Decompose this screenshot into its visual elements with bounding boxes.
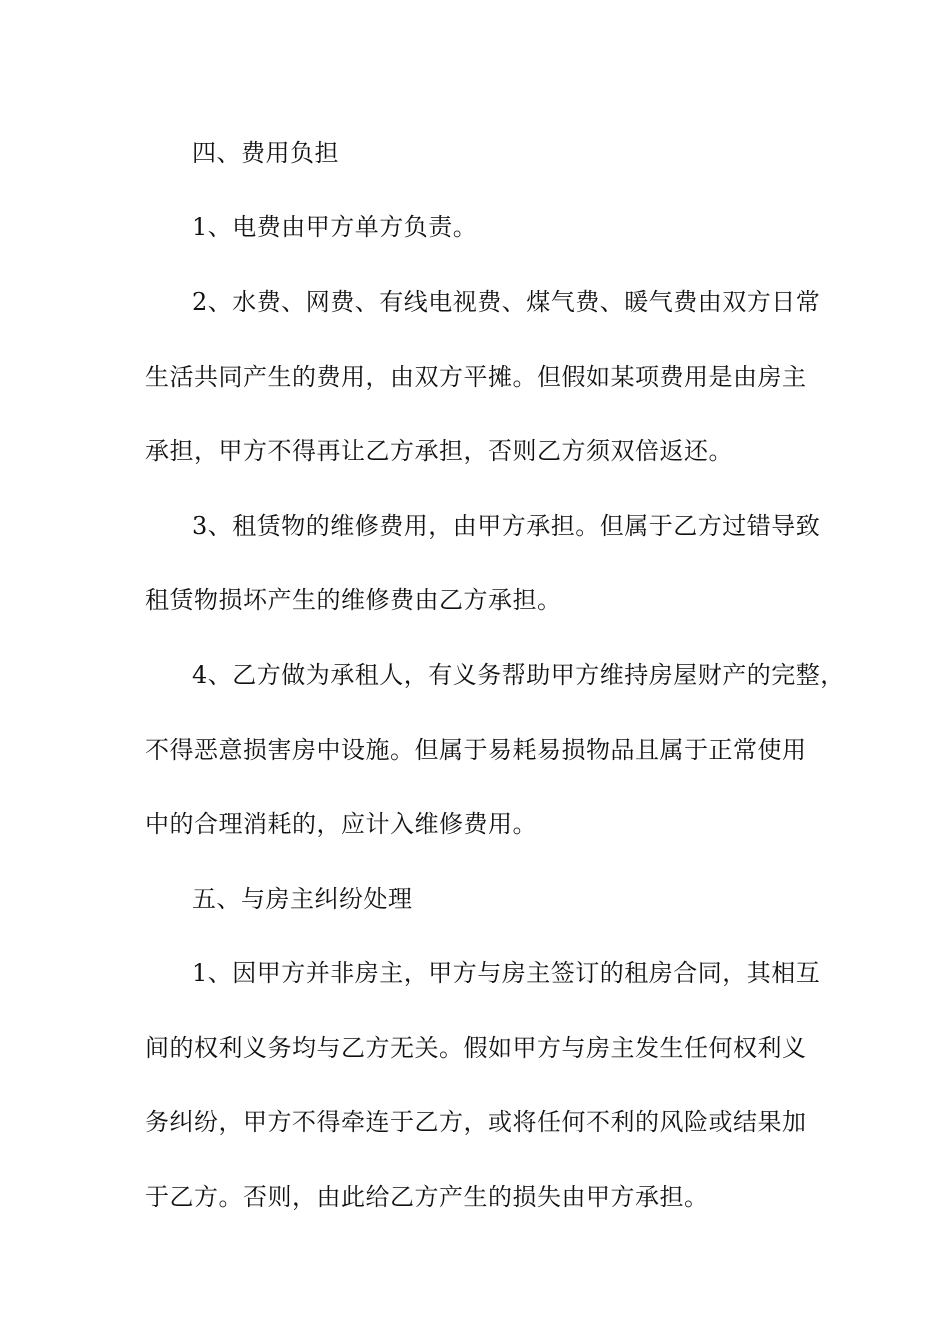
paragraph-line: 2、水费、网费、有线电视费、煤气费、暖气费由双方日常 <box>192 288 821 316</box>
section-heading-landlord-disputes: 五、与房主纠纷处理 <box>192 885 413 913</box>
paragraph-line: 不得恶意损害房中设施。但属于易耗易损物品且属于正常使用 <box>145 736 807 764</box>
paragraph-line: 3、租赁物的维修费用，由甲方承担。但属于乙方过错导致 <box>192 512 821 540</box>
paragraph-line: 间的权利义务均与乙方无关。假如甲方与房主发生任何权利义 <box>145 1034 807 1062</box>
paragraph-line: 4、乙方做为承租人，有义务帮助甲方维持房屋财产的完整， <box>192 661 845 689</box>
paragraph-line: 生活共同产生的费用，由双方平摊。但假如某项费用是由房主 <box>145 363 807 391</box>
paragraph-line: 中的合理消耗的，应计入维修费用。 <box>145 810 537 838</box>
paragraph-line: 1、电费由甲方单方负责。 <box>192 213 478 241</box>
paragraph-line: 租赁物损坏产生的维修费由乙方承担。 <box>145 586 562 614</box>
paragraph-line: 于乙方。否则，由此给乙方产生的损失由甲方承担。 <box>145 1183 709 1211</box>
paragraph-line: 承担，甲方不得再让乙方承担，否则乙方须双倍返还。 <box>145 437 733 465</box>
paragraph-line: 务纠纷，甲方不得牵连于乙方，或将任何不利的风险或结果加 <box>145 1108 807 1136</box>
paragraph-line: 1、因甲方并非房主，甲方与房主签订的租房合同，其相互 <box>192 959 821 987</box>
section-heading-expenses: 四、费用负担 <box>192 139 339 167</box>
